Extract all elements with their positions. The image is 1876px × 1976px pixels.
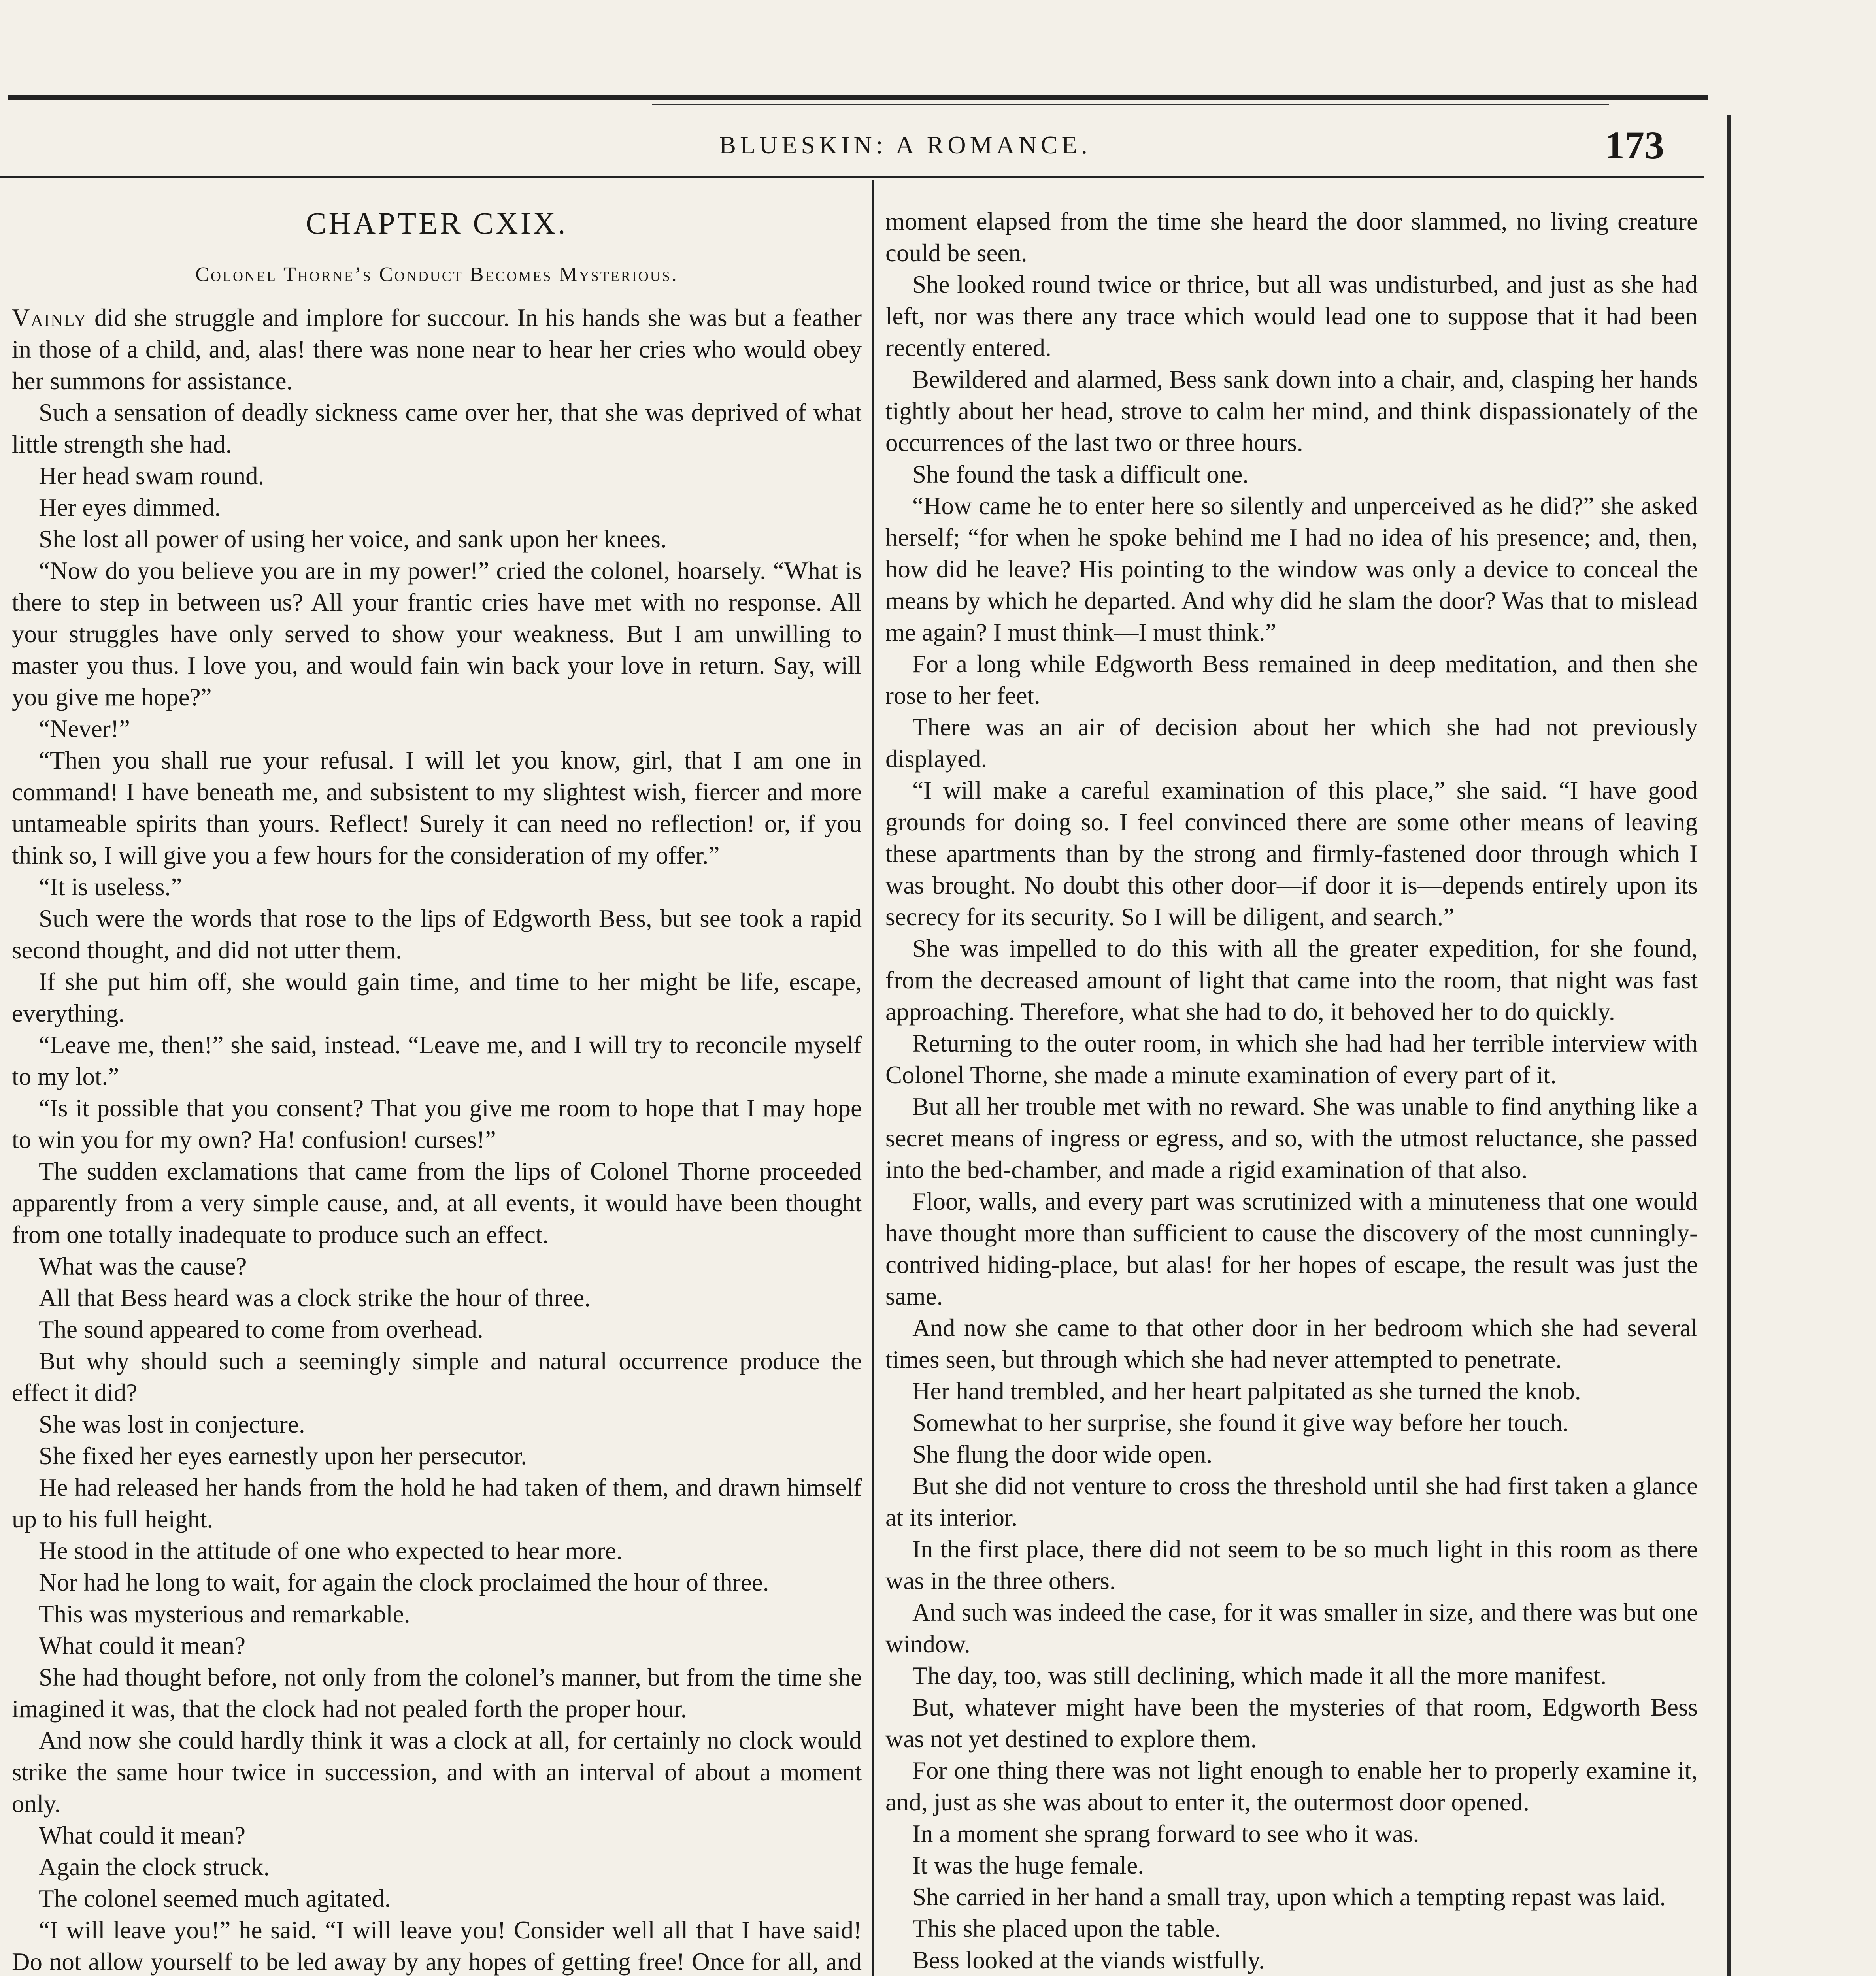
paragraph: She looked round twice or thrice, but all was undisturbed, and just as she had left, nor was there any trace which would lead one to suppose that it had been recently entered. xyxy=(885,271,1698,362)
top-rule xyxy=(8,95,1708,100)
paragraph: It was the huge female. xyxy=(912,1852,1144,1879)
opening-word: Vainly xyxy=(12,304,87,332)
paragraph: What could it mean? xyxy=(39,1632,246,1659)
paragraph: What could it mean? xyxy=(39,1821,246,1849)
paragraph: Returning to the outer room, in which she had had her terrible interview with Colonel Thorne, she made a minute examination of every part of it. xyxy=(885,1029,1698,1089)
opening-text: did she struggle and implore for succour. In his hands she was but a feather in those of a child, and, alas! there was none near to hear her cries who would obey her summons for assistance. xyxy=(12,304,862,395)
paragraph: For one thing there was not light enough to enable her to properly examine it, and, just as she was about to enter it, the outermost door opened. xyxy=(885,1757,1698,1816)
chapter-title: CHAPTER CXIX. xyxy=(306,206,568,240)
paragraph: But all her trouble met with no reward. She was unable to find anything like a secret means of ingress or egress, and so, with the utmost reluctance, she passed into the bed-chamber, and made a rigid examination of that also. xyxy=(885,1093,1698,1184)
left-column xyxy=(12,206,862,1976)
paragraph: But, whatever might have been the mysteries of that room, Edgworth Bess was not yet destined to explore them. xyxy=(885,1693,1698,1753)
continued-paragraph: moment elapsed from the time she heard the door slammed, no living creature could be seen. xyxy=(885,207,1698,267)
paragraph: And now she came to that other door in her bedroom which she had several times seen, but through which she had never attempted to penetrate. xyxy=(885,1314,1698,1373)
paragraph: In the first place, there did not seem to be so much light in this room as there was in the three others. xyxy=(885,1535,1698,1595)
paragraph: This she placed upon the table. xyxy=(912,1915,1221,1942)
paragraph: “I will leave you!” he said. “I will leave you! Consider well all that I have said! Do not allow yourself to be led away by any hopes of getting free! Once for all, and xyxy=(12,1916,862,1976)
paragraph: She flung the door wide open. xyxy=(912,1441,1213,1468)
paragraph: Bewildered and alarmed, Bess sank down into a chair, and, clasping her hands tightly about her head, strove to calm her mind, and think dispassionately of the occurrences of the last two or three hours. xyxy=(885,366,1698,456)
left-paragraphs xyxy=(12,397,862,1976)
paragraph: There was an air of decision about her which she had not previously displayed. xyxy=(885,713,1698,773)
paragraph: She had thought before, not only from the colonel’s manner, but from the time she imagined it was, that the clock had not pealed forth the proper hour. xyxy=(12,1663,862,1723)
paragraph: Nor had he long to wait, for again the clock proclaimed the hour of three. xyxy=(39,1569,769,1596)
right-paragraphs xyxy=(885,269,1698,1976)
top-rule-thin xyxy=(652,104,1609,105)
paragraph: This was mysterious and remarkable. xyxy=(39,1600,410,1628)
paragraph: For a long while Edgworth Bess remained in deep meditation, and then she rose to her feet. xyxy=(885,650,1698,709)
paragraph: She fixed her eyes earnestly upon her persecutor. xyxy=(39,1442,527,1470)
paragraph: “Leave me, then!” she said, instead. “Leave me, and I will try to reconcile myself to my lot.” xyxy=(12,1031,862,1090)
paragraph: Such a sensation of deadly sickness came over her, that she was deprived of what little strength she had. xyxy=(12,399,862,458)
paragraph: The day, too, was still declining, which made it all the more manifest. xyxy=(912,1662,1606,1689)
paragraph: “I will make a careful examination of this place,” she said. “I have good grounds for doing so. I feel convinced there are some other means of leaving these apartments than by the strong and firmly-fastened door through which I was brought. No doubt this other door—if door it is—depends entirely upon its secrecy for its security. So I will be diligent, and search.” xyxy=(885,777,1698,931)
paragraph: “Never!” xyxy=(39,715,130,743)
paragraph: Somewhat to her surprise, she found it give way before her touch. xyxy=(912,1409,1569,1437)
paragraph: “How came he to enter here so silently and unperceived as he did?” she asked herself; “for when he spoke behind me I had no idea of his presence; and, then, how did he leave? His pointing to the window was only a device to conceal the means by which he departed. And why did he slam the door? Was that to mislead me again? I must think—I must think.” xyxy=(885,492,1698,646)
paragraph: Again the clock struck. xyxy=(39,1853,270,1881)
paragraph: The sound appeared to come from overhead. xyxy=(39,1316,483,1343)
paragraph: Such were the words that rose to the lips of Edgworth Bess, but see took a rapid second thought, and did not utter them. xyxy=(12,905,862,964)
paragraph: In a moment she sprang forward to see who it was. xyxy=(912,1820,1419,1848)
right-column xyxy=(885,206,1698,1976)
opening-paragraph xyxy=(12,302,862,397)
paragraph: But she did not venture to cross the threshold until she had first taken a glance at its interior. xyxy=(885,1472,1698,1531)
paragraph: “Then you shall rue your refusal. I will let you know, girl, that I am one in command! I have beneath me, and subsistent to my slightest wish, fiercer and more untameable spirits than yours. Reflect! Surely it can need no reflection! or, if you think so, I will give you a few hours for the consideration of my offer.” xyxy=(12,747,862,869)
paragraph: And such was indeed the case, for it was smaller in size, and there was but one window. xyxy=(885,1599,1698,1658)
paragraph: “Now do you believe you are in my power!” cried the colonel, hoarsely. “What is there to step in between us? All your frantic cries have met with no response. All your struggles have only served to show your weakness. But I am unwilling to master you thus. I love you, and would fain win back your love in return. Say, will you give me hope?” xyxy=(12,557,862,711)
paragraph: All that Bess heard was a clock strike the hour of three. xyxy=(39,1284,591,1312)
running-header xyxy=(0,123,1723,178)
paragraph: “It is useless.” xyxy=(39,873,182,901)
paragraph: “Is it possible that you consent? That you give me room to hope that I may hope to win you for my own? Ha! confusion! curses!” xyxy=(12,1094,862,1154)
paragraph: She was lost in conjecture. xyxy=(39,1410,305,1438)
paragraph: Her eyes dimmed. xyxy=(39,494,221,521)
header-rule xyxy=(0,176,1704,178)
paragraph: She carried in her hand a small tray, upon which a tempting repast was laid. xyxy=(912,1883,1666,1911)
paragraph: She found the task a difficult one. xyxy=(912,460,1249,488)
running-title: BLUESKIN: A ROMANCE. xyxy=(719,131,1091,159)
right-margin-bracket xyxy=(1727,115,1731,1976)
chapter-subtitle: Colonel Thorne’s Conduct Becomes Mysterious. xyxy=(195,263,678,286)
paragraph: She was impelled to do this with all the greater expedition, for she found, from the decreased amount of light that came into the room, that night was fast approaching. Therefore, what she had to do, it behoved her to do quickly. xyxy=(885,935,1698,1026)
column-divider xyxy=(872,180,874,1976)
paragraph: And now she could hardly think it was a clock at all, for certainly no clock would strike the same hour twice in succession, and with an interval of about a moment only. xyxy=(12,1727,862,1818)
page-number: 173 xyxy=(1605,123,1664,167)
paragraph: He stood in the attitude of one who expected to hear more. xyxy=(39,1537,623,1565)
paragraph: She lost all power of using her voice, and sank upon her knees. xyxy=(39,525,667,553)
paragraph: But why should such a seemingly simple and natural occurrence produce the effect it did? xyxy=(12,1347,862,1407)
paragraph: The colonel seemed much agitated. xyxy=(39,1885,391,1912)
paragraph: Bess looked at the viands wistfully. xyxy=(912,1946,1265,1974)
paragraph: Floor, walls, and every part was scrutinized with a minuteness that one would have thought more than sufficient to cause the discovery of the most cunningly-contrived hiding-place, but alas! for her hopes of escape, the result was just the same. xyxy=(885,1188,1698,1310)
paragraph: What was the cause? xyxy=(39,1252,247,1280)
paragraph: If she put him off, she would gain time, and time to her might be life, escape, everything. xyxy=(12,968,862,1027)
paragraph: The sudden exclamations that came from the lips of Colonel Thorne proceeded apparently from a very simple cause, and, at all events, it would have been thought from one totally inadequate to produce such an effect. xyxy=(12,1158,862,1248)
paragraph: He had released her hands from the hold he had taken of them, and drawn himself up to his full height. xyxy=(12,1474,862,1533)
paragraph: Her head swam round. xyxy=(39,462,264,490)
paragraph: Her hand trembled, and her heart palpitated as she turned the knob. xyxy=(912,1377,1581,1405)
